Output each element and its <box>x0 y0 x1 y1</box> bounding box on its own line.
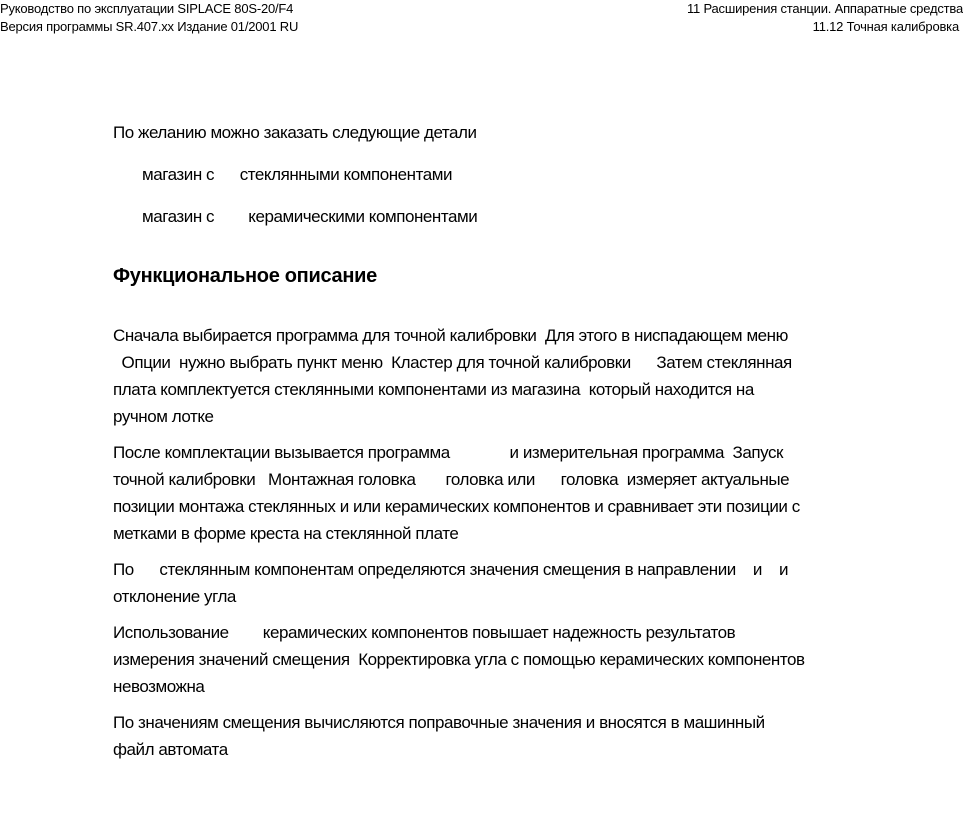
paragraph-line: измерения значений смещения Корректировка угла с помощью керамических компонентов <box>113 650 805 669</box>
header-section: 11.12 Точная калибровка <box>812 19 959 34</box>
paragraph-line: Сначала выбирается программа для точной калибровки Для этого в ниспадающем меню <box>113 326 788 345</box>
intro-text: По желанию можно заказать следующие детали <box>113 123 477 142</box>
paragraph-line: позиции монтажа стеклянных и или керамических компонентов и сравнивает эти позиции с <box>113 497 800 516</box>
paragraph-line: файл автомата <box>113 740 228 759</box>
paragraph-1 <box>113 322 961 430</box>
page-header <box>0 0 963 40</box>
paragraph-line: невозможна <box>113 677 205 696</box>
paragraph-5 <box>113 709 961 763</box>
header-manual-title: Руководство по эксплуатации SIPLACE 80S-20/F4 <box>0 1 294 16</box>
paragraph-line: плата комплектуется стеклянными компонентами из магазина который находится на <box>113 380 754 399</box>
paragraph-line: После комплектации вызывается программа и измерительная программа Запуск <box>113 443 784 462</box>
paragraph-line: метками в форме креста на стеклянной плате <box>113 524 459 543</box>
document-body <box>113 119 961 763</box>
paragraph-4 <box>113 619 961 700</box>
header-version-edition: Версия программы SR.407.xx Издание 01/2001 RU <box>0 19 299 34</box>
paragraph-line: По значениям смещения вычисляются поправочные значения и вносятся в машинный <box>113 713 765 732</box>
section-title: Функциональное описание <box>113 265 377 287</box>
paragraph-line: Опции нужно выбрать пункт меню Кластер для точной калибровки Затем стеклянная <box>113 353 792 372</box>
paragraph-line: точной калибровки Монтажная головка головка или головка измеряет актуальные <box>113 470 790 489</box>
paragraph-line: ручном лотке <box>113 407 214 426</box>
paragraph-line: Использование керамических компонентов повышает надежность результатов <box>113 623 736 642</box>
paragraph-line: По стеклянным компонентам определяются значения смещения в направлении и и <box>113 560 789 579</box>
paragraph-2 <box>113 439 961 547</box>
paragraph-3 <box>113 556 961 610</box>
header-chapter: 11 Расширения станции. Аппаратные средства <box>686 1 963 16</box>
paragraph-line: отклонение угла <box>113 587 236 606</box>
option-item-glass-magazine: магазин с стеклянными компонентами <box>142 165 453 184</box>
option-item-ceramic-magazine: магазин с керамическими компонентами <box>142 207 478 226</box>
